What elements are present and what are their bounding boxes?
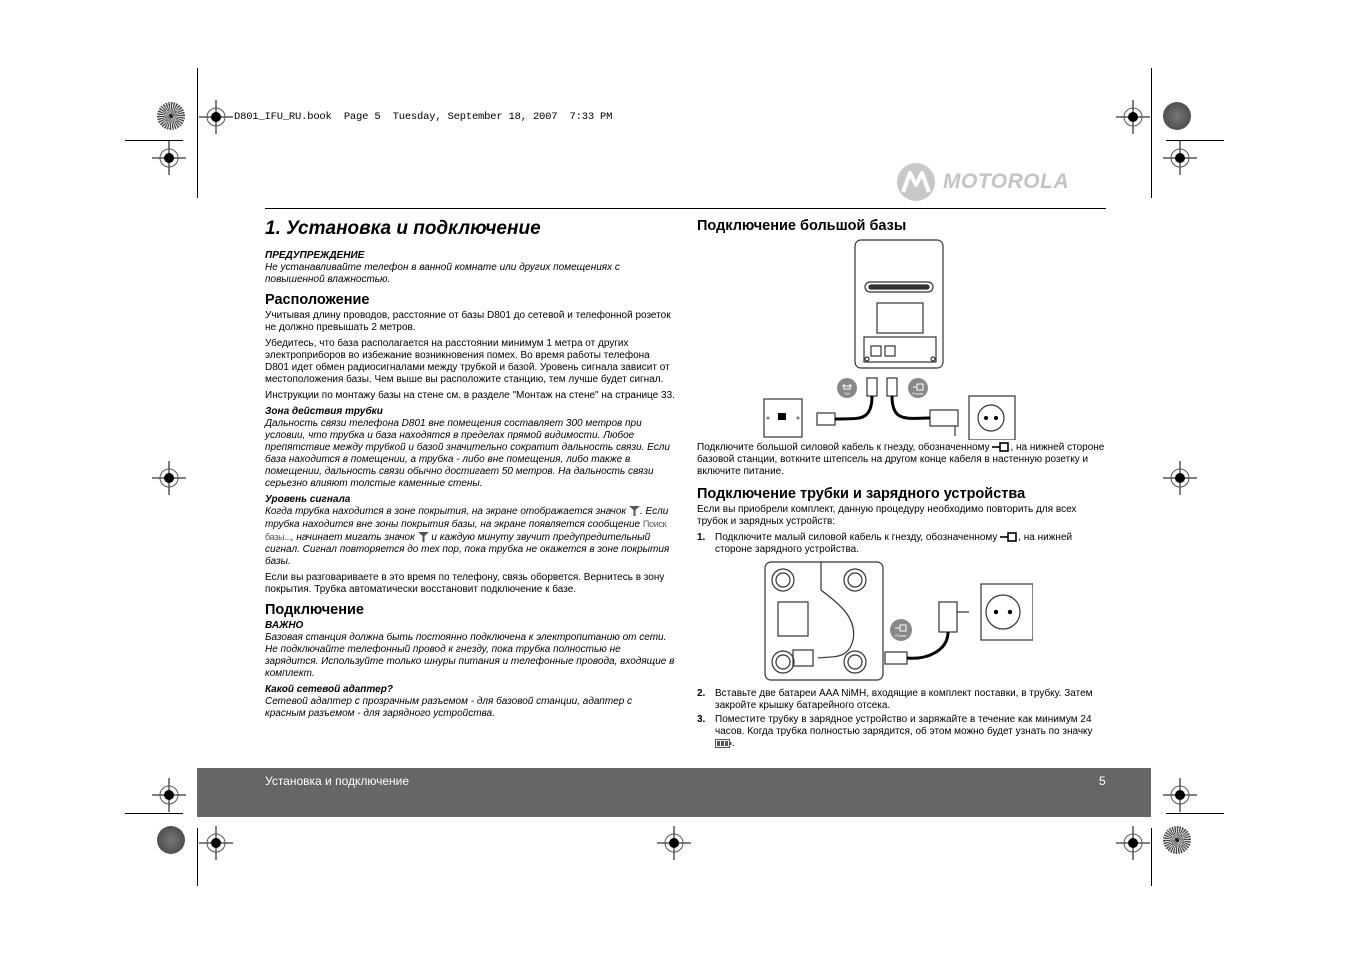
crop-line	[1166, 813, 1224, 814]
step-text	[715, 714, 1109, 750]
section-heading-connection: Подключение	[265, 602, 364, 618]
print-job-line: D801_IFU_RU.book Page 5 Tuesday, September 18, 2007 7:33 PM	[234, 111, 613, 123]
crop-line	[197, 68, 198, 198]
step-text-part: Подключите малый силовой кабель к гнезду, обозначенному	[715, 532, 998, 543]
step-number: 2.	[697, 688, 706, 699]
registration-mark-icon	[152, 461, 186, 495]
antenna-signal-icon	[629, 506, 640, 516]
important-heading: ВАЖНО	[265, 620, 304, 631]
signal-paragraph	[265, 506, 675, 568]
header-rule	[265, 208, 1106, 209]
location-paragraph: Инструкции по монтажу базы на стене см. в разделе "Монтаж на стене" на странице 33.	[265, 390, 675, 401]
right-column	[697, 218, 1109, 752]
svg-text:Power: Power	[895, 633, 907, 638]
step-number: 1.	[697, 532, 706, 543]
step-item	[697, 714, 1109, 750]
step-text: Вставьте две батареи AAA NiMH, входящие в комплект поставки, в трубку. Затем закройте крышку батарейного отсека.	[715, 688, 1093, 711]
section-heading-handset: Подключение трубки и зарядного устройства	[697, 486, 1026, 502]
adapter-heading: Какой сетевой адаптер?	[265, 684, 393, 695]
instruction-text: Подключите большой силовой кабель к гнезду, обозначенному	[697, 442, 990, 453]
crop-line	[1151, 68, 1152, 198]
crop-line	[197, 828, 198, 886]
adapter-text: Сетевой адаптер с прозрачным разъемом - для базовой станции, адаптер с красным разъемом - для зарядного устройства.	[265, 696, 633, 719]
battery-full-icon	[715, 739, 732, 748]
step-text-part: .	[732, 738, 735, 749]
step-item	[697, 688, 1109, 712]
subheading-range: Зона действия трубки	[265, 406, 383, 417]
step-number: 3.	[697, 714, 706, 725]
important-text: Базовая станция должна быть постоянно подключена к электропитанию от сети. Не подключайте телефонный провод к гнезду, пока трубка полностью не зарядится. Используйте только шнуры питания и телефонные провода, входящие в комплект.	[265, 632, 675, 679]
subheading-signal: Уровень сигнала	[265, 494, 351, 505]
warning-text: Не устанавливайте телефон в ванной комнате или других помещениях с повышенной влажностью.	[265, 262, 620, 285]
color-target-icon	[157, 102, 185, 130]
svg-text:Power: Power	[912, 391, 924, 396]
logo-text: MOTOROLA	[943, 170, 1070, 193]
registration-mark-icon	[1116, 826, 1150, 860]
warning-heading: ПРЕДУПРЕЖДЕНИЕ	[265, 250, 365, 261]
power-socket-icon	[1000, 532, 1018, 542]
step-text	[715, 532, 1109, 556]
footer-section-title: Установка и подключение	[265, 774, 410, 788]
crop-line	[125, 813, 183, 814]
svg-text:Tel: Tel	[844, 391, 850, 396]
color-target-icon	[1163, 102, 1191, 130]
lcd-message: Поиск базы...	[265, 519, 667, 542]
registration-mark-icon	[657, 826, 691, 860]
signal-text: и каждую минуту звучит предупредительный сигнал. Сигнал повторяется до тех пор, пока трубка не окажется в зоне покрытия базы.	[265, 532, 670, 567]
signal-text: , начинает мигать значок	[290, 532, 415, 543]
location-paragraph: Убедитесь, что база располагается на расстоянии минимум 1 метра от других электроприборов во избежание возникновения помех. Во время работы телефона D801 идет обмен радиосигналами между трубкой и базой. Уровень сигнала зависит от местоположения базы. Чем выше вы расположите станцию, тем лучше будет сигнал.	[265, 338, 670, 385]
left-column	[265, 218, 675, 724]
page-number: 5	[1099, 774, 1106, 788]
signal-text: . Если трубка находится вне зоны покрытия базы, на экране появляется сообщение	[265, 506, 669, 530]
range-paragraph: Дальность связи телефона D801 вне помещения составляет 300 метров при условии, что трубка и база находятся в пределах прямой видимости. Любое препятствие между трубкой и базой значительно сократит дальность связи. Если база находится в помещении, а трубка - либо вне помещения, либо также в помещении, дальность связи обычно достигает 50 метров. На дальность связи серьезно влияют толстые каменные стены.	[265, 418, 670, 489]
charger-connection-figure	[763, 560, 1109, 682]
color-target-icon	[1163, 826, 1191, 854]
registration-mark-icon	[1163, 141, 1197, 175]
antenna-signal-icon	[418, 532, 429, 542]
registration-mark-icon	[1163, 461, 1197, 495]
signal-text: Когда трубка находится в зоне покрытия, на экране отображается значок	[265, 506, 627, 517]
handset-steps-continued	[697, 688, 1109, 750]
section-heading-location: Расположение	[265, 292, 370, 308]
registration-mark-icon	[199, 826, 233, 860]
handset-intro: Если вы приобрели комплект, данную процедуру необходимо повторить для всех трубок и зарядных устройств:	[697, 504, 1077, 527]
motorola-batwing-icon	[897, 163, 935, 201]
section-heading-big-base: Подключение большой базы	[697, 218, 907, 234]
registration-mark-icon	[152, 141, 186, 175]
registration-mark-icon	[1116, 100, 1150, 134]
step-text-part: , на нижней стороне зарядного устройства.	[715, 532, 1073, 555]
registration-mark-icon	[1163, 778, 1197, 812]
charger-diagram	[763, 560, 1033, 682]
base-connection-figure	[697, 238, 1109, 440]
crop-line	[1151, 828, 1152, 886]
page-footer	[197, 768, 1151, 817]
big-base-instruction	[697, 442, 1109, 478]
step-text-part: Поместите трубку в зарядное устройство и заряжайте в течение как минимум 24 часов. Когда трубка полностью зарядится, об этом можно будет узнать по значку	[715, 714, 1093, 737]
handset-steps	[697, 532, 1109, 556]
location-paragraph: Учитывая длину проводов, расстояние от базы D801 до сетевой и телефонной розеток не должно превышать 2 метров.	[265, 310, 671, 333]
motorola-logo	[897, 163, 1069, 201]
signal-after-paragraph: Если вы разговариваете в это время по телефону, связь оборвется. Вернитесь в зону покрытия. Трубка автоматически восстановит подключение к базе.	[265, 572, 665, 595]
instruction-text: , на нижней стороне базовой станции, воткните штепсель на другом конце кабеля в настенную розетку и включите питание.	[697, 442, 1105, 477]
power-socket-icon	[992, 442, 1010, 452]
registration-mark-icon	[152, 778, 186, 812]
step-item	[697, 532, 1109, 556]
chapter-title: 1. Установка и подключение	[265, 218, 541, 239]
color-target-icon	[157, 826, 185, 854]
base-station-diagram	[697, 238, 1109, 440]
registration-mark-icon	[199, 100, 233, 134]
